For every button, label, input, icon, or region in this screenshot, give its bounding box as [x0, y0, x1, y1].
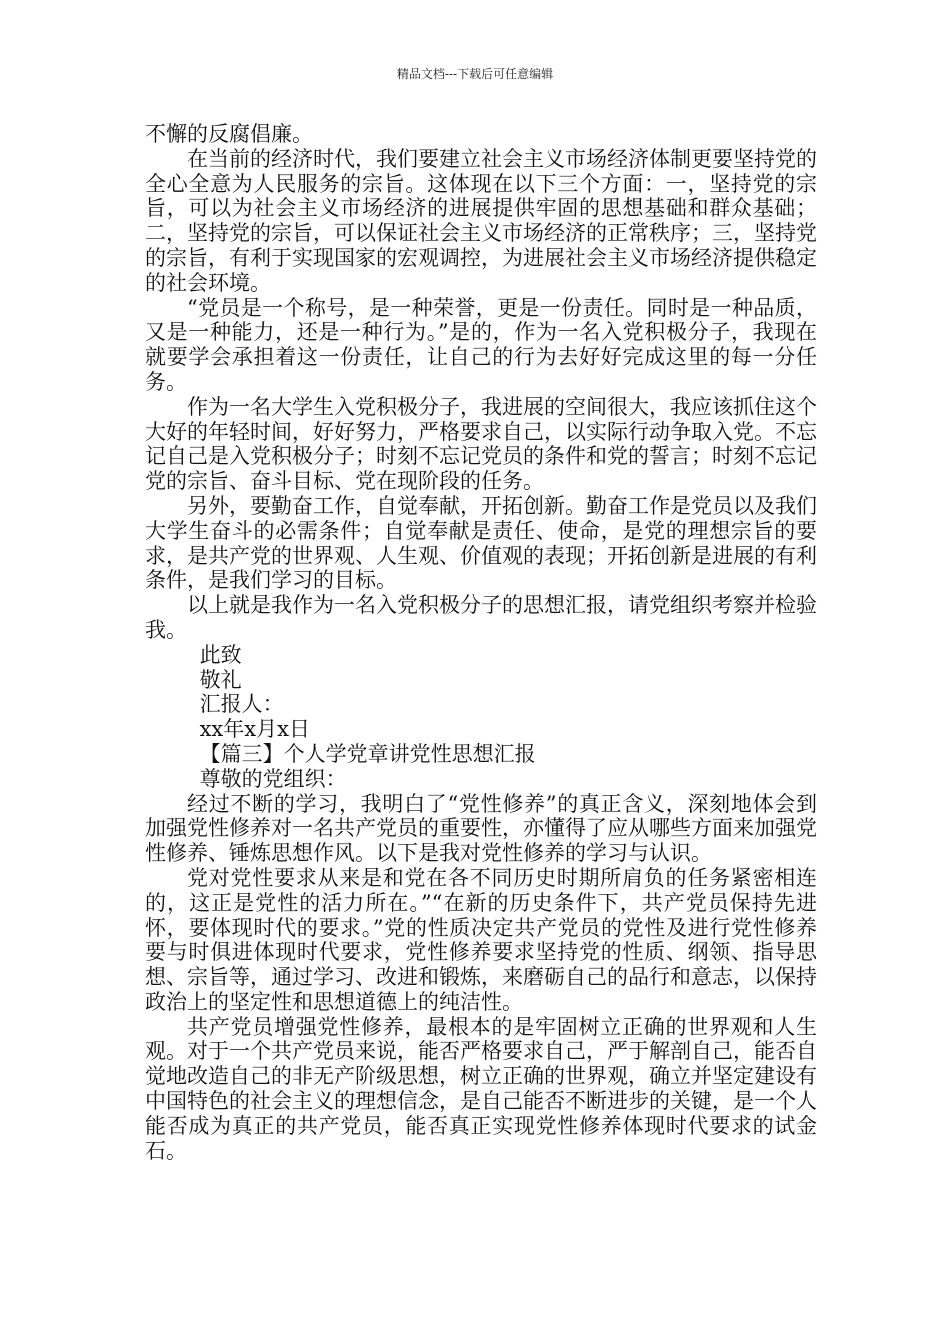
page-header: 精品文档---下载后可任意编辑: [396, 67, 554, 81]
reporter-label: 汇报人：: [199, 692, 284, 717]
paragraph: 经过不断的学习，我明白了“党性修养”的真正含义，深刻地体会到加强党性修养对一名共产党员的重要性，亦懂得了应从哪些方面来加强党性修养、锤炼思想作风。以下是我对党性修养的学习与认识。: [145, 791, 817, 866]
paragraph: 共产党员增强党性修养，最根本的是牢固树立正确的世界观和人生观。对于一个共产党员来说，能否严格要求自己，严于解剖自己，能否自觉地改造自己的非无产阶级思想，树立正确的世界观，确立并坚定建设有中国特色的社会主义的理想信念，是自己能否不断进步的关键，是一个人能否成为真正的共产党员，能否真正实现党性修养体现时代要求的试金石。: [145, 1014, 817, 1163]
paragraph: 以上就是我作为一名入党积极分子的思想汇报，请党组织考察并检验我。: [145, 593, 817, 642]
report-date: xx年x月x日: [199, 717, 310, 742]
closing-salutation: 此致: [199, 642, 242, 667]
paragraph: 另外，要勤奋工作，自觉奉献，开拓创新。勤奋工作是党员以及我们大学生奋斗的必需条件；自觉奉献是责任、使命，是党的理想宗旨的要求，是共产党的世界观、人生观、价值观的表现；开拓创新是进展的有利条件，是我们学习的目标。: [145, 493, 817, 593]
paragraph: “党员是一个称号，是一种荣誉，更是一份责任。同时是一种品质，又是一种能力，还是一种行为。”是的，作为一名入党积极分子，我现在就要学会承担着这一份责任，让自己的行为去好好完成这里的每一分任务。: [145, 295, 817, 394]
paragraph: 不懈的反腐倡廉。: [145, 122, 313, 146]
paragraph: 在当前的经济时代，我们要建立社会主义市场经济体制更要坚持党的全心全意为人民服务的宗旨。这体现在以下三个方面：一，坚持党的宗旨，可以为社会主义市场经济的进展提供牢固的思想基础和群众基础；二，坚持党的宗旨，可以保证社会主义市场经济的正常秩序；三，坚持党的宗旨，有利于实现国家的宏观调控，为进展社会主义市场经济提供稳定的社会环境。: [145, 146, 817, 295]
section-title: 【篇三】个人学党章讲党性思想汇报: [199, 741, 536, 766]
closing-regards: 敬礼: [199, 667, 242, 692]
greeting: 尊敬的党组织：: [199, 766, 347, 791]
paragraph: 作为一名大学生入党积极分子，我进展的空间很大，我应该抓住这个大好的年轻时间，好好努力，严格要求自己，以实际行动争取入党。不忘记自己是入党积极分子；时刻不忘记党员的条件和党的誓言；时刻不忘记党的宗旨、奋斗目标、党在现阶段的任务。: [145, 394, 817, 494]
document-body: [145, 122, 817, 1163]
paragraph: 党对党性要求从来是和党在各不同历史时期所肩负的任务紧密相连的，这正是党性的活力所在。”“在新的历史条件下，共产党员保持先进怀，要体现时代的要求。”党的性质决定共产党员的党性及进行党性修养要与时俱进体现时代要求，党性修养要求坚持党的性质、纲领、指导思想、宗旨等，通过学习、改进和锻炼，来磨砺自己的品行和意志，以保持政治上的坚定性和思想道德上的纯洁性。: [145, 865, 817, 1014]
